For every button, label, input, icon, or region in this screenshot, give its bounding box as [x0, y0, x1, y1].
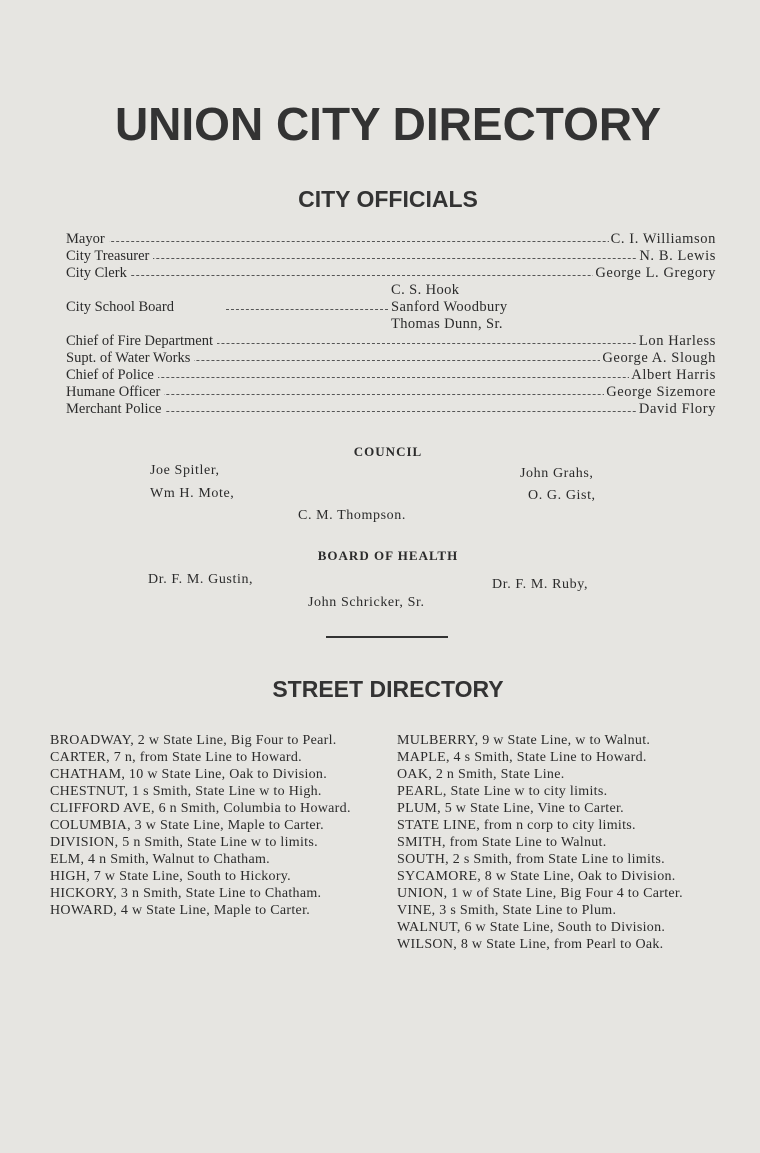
street-entry: VINE, 3 s Smith, State Line to Plum.	[397, 903, 617, 918]
official-role: City Treasurer	[66, 248, 153, 265]
city-officials-heading: CITY OFFICIALS	[298, 186, 478, 212]
street-entry: DIVISION, 5 n Smith, State Line w to limits.	[50, 835, 318, 850]
council-heading: COUNCIL	[353, 444, 423, 459]
official-name: Albert Harris	[631, 367, 716, 383]
street-entry: HICKORY, 3 n Smith, State Line to Chatham.	[50, 886, 322, 901]
official-name: George L. Gregory	[595, 265, 716, 281]
council-member: John Grahs,	[520, 466, 594, 481]
official-row	[66, 248, 716, 265]
official-role: City School Board	[66, 299, 178, 316]
official-role: Humane Officer	[66, 384, 164, 401]
school-board-member: C. S. Hook	[391, 282, 460, 298]
street-entry: SOUTH, 2 s Smith, from State Line to limits.	[397, 852, 665, 867]
street-entry: PLUM, 5 w State Line, Vine to Carter.	[397, 801, 624, 816]
school-board-names	[391, 282, 508, 333]
council-member: Wm H. Mote,	[150, 486, 235, 501]
official-name: Lon Harless	[638, 333, 716, 349]
official-role: Supt. of Water Works	[66, 350, 194, 367]
street-entry: SYCAMORE, 8 w State Line, Oak to Division.	[397, 869, 676, 884]
street-entry: BROADWAY, 2 w State Line, Big Four to Pearl.	[50, 733, 337, 748]
street-directory-heading: STREET DIRECTORY	[272, 676, 504, 702]
street-entry: CHESTNUT, 1 s Smith, State Line w to High.	[50, 784, 322, 799]
street-entry: WILSON, 8 w State Line, from Pearl to Oak.	[397, 937, 664, 952]
school-board-block	[66, 282, 716, 333]
section-divider	[326, 636, 448, 638]
official-row	[66, 384, 716, 401]
official-row	[66, 231, 716, 248]
official-role: Chief of Police	[66, 367, 158, 384]
street-entry: HOWARD, 4 w State Line, Maple to Carter.	[50, 903, 311, 918]
street-entry: HIGH, 7 w State Line, South to Hickory.	[50, 869, 291, 884]
council-member: O. G. Gist,	[528, 488, 596, 503]
street-entry: ELM, 4 n Smith, Walnut to Chatham.	[50, 852, 270, 867]
street-entry: UNION, 1 w of State Line, Big Four 4 to Carter.	[397, 886, 683, 901]
street-entry: CARTER, 7 n, from State Line to Howard.	[50, 750, 302, 765]
official-name: N. B. Lewis	[639, 248, 716, 264]
officials-list	[66, 231, 716, 418]
official-row	[66, 401, 716, 418]
official-row	[66, 350, 716, 367]
health-board-member: John Schricker, Sr.	[308, 595, 425, 610]
health-board-member: Dr. F. M. Ruby,	[492, 577, 589, 592]
official-name: George A. Slough	[602, 350, 716, 366]
street-entry: OAK, 2 n Smith, State Line.	[397, 767, 565, 782]
street-column-left	[50, 732, 376, 919]
street-entry: CHATHAM, 10 w State Line, Oak to Division.	[50, 767, 328, 782]
official-name: C. I. Williamson	[610, 231, 716, 247]
street-entry: SMITH, from State Line to Walnut.	[397, 835, 607, 850]
official-role: Chief of Fire Department	[66, 333, 217, 350]
street-entry: CLIFFORD AVE, 6 n Smith, Columbia to Howard.	[50, 801, 351, 816]
council-member: Joe Spitler,	[150, 463, 220, 478]
official-row	[66, 333, 716, 350]
street-entry: MAPLE, 4 s Smith, State Line to Howard.	[397, 750, 647, 765]
board-of-health-heading: BOARD OF HEALTH	[317, 548, 459, 563]
official-name: David Flory	[638, 401, 716, 417]
council-member: C. M. Thompson.	[298, 508, 406, 523]
street-entry: COLUMBIA, 3 w State Line, Maple to Carter.	[50, 818, 324, 833]
official-role: Mayor	[66, 231, 109, 248]
street-entry: PEARL, State Line w to city limits.	[397, 784, 608, 799]
official-name: George Sizemore	[606, 384, 716, 400]
official-role: Merchant Police	[66, 401, 165, 418]
street-column-right	[397, 732, 723, 953]
health-board-member: Dr. F. M. Gustin,	[148, 572, 254, 587]
school-board-member: Thomas Dunn, Sr.	[391, 316, 503, 332]
official-row	[66, 367, 716, 384]
street-entry: WALNUT, 6 w State Line, South to Division.	[397, 920, 666, 935]
street-entry: MULBERRY, 9 w State Line, w to Walnut.	[397, 733, 651, 748]
official-role: City Clerk	[66, 265, 131, 282]
page-title: UNION CITY DIRECTORY	[114, 98, 662, 150]
official-row	[66, 265, 716, 282]
street-entry: STATE LINE, from n corp to city limits.	[397, 818, 636, 833]
school-board-member: Sanford Woodbury	[391, 299, 508, 315]
